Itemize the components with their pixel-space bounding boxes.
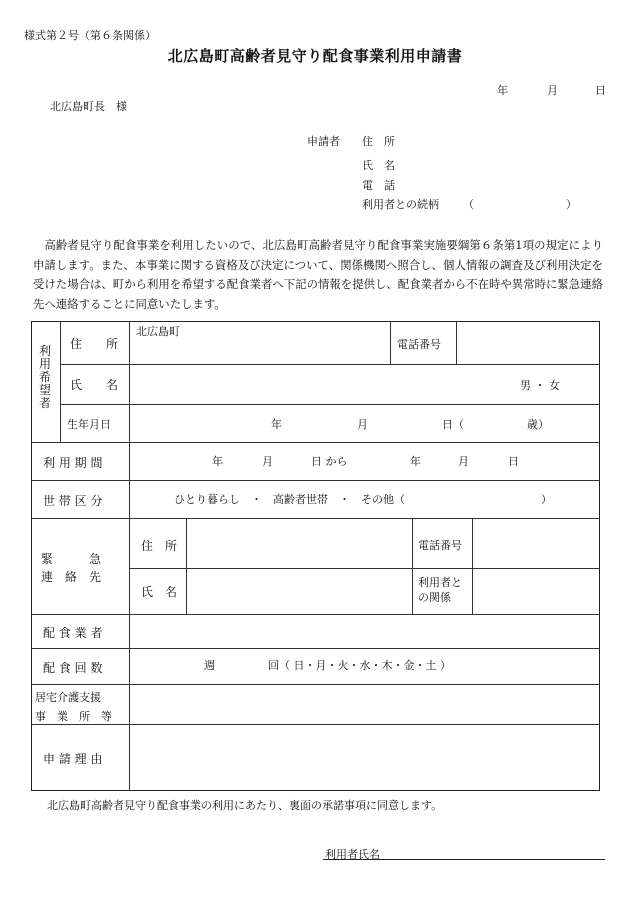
period-end-year: 年: [410, 455, 421, 468]
birth-day: 日（: [442, 418, 464, 431]
period-end-month: 月: [458, 455, 469, 468]
period-start-year: 年: [212, 455, 223, 468]
emergency-phone-label: 電話番号: [418, 539, 462, 552]
emergency-label-1: 緊 急: [41, 552, 102, 566]
emergency-label-2: 連 絡 先: [41, 570, 102, 584]
birth-age: 歳）: [527, 418, 549, 431]
household-label: 世 帯 区 分: [43, 494, 103, 508]
applicant-phone-label: 電 話: [362, 179, 395, 192]
user-phone-label: 電話番号: [397, 338, 441, 351]
applicant-label: 申請者: [307, 135, 340, 148]
applicant-address-label: 住 所: [362, 135, 395, 148]
addressee: 北広島町長 様: [50, 100, 127, 113]
applicant-relation-label: 利用者との続柄: [362, 198, 439, 211]
page-title: 北広島町高齢者見守り配食事業利用申請書: [167, 47, 463, 65]
birthdate-label: 生年月日: [67, 418, 111, 431]
household-options[interactable]: ひとり暮らし ・ 高齢者世帯 ・ その他（: [174, 493, 405, 506]
gender-options[interactable]: 男 ・ 女: [520, 379, 560, 392]
consent-statement: 北広島町高齢者見守り配食事業の利用にあたり、裏面の承諾事項に同意します。: [47, 799, 443, 812]
reason-label: 申 請 理 由: [43, 752, 103, 766]
relation-paren-open: （: [463, 198, 474, 211]
applicant-name-label: 氏 名: [362, 159, 395, 172]
signature-line[interactable]: [323, 859, 605, 860]
user-address-label: 住 所: [70, 337, 119, 351]
form-number: 様式第２号（第６条関係）: [24, 29, 156, 42]
meal-count-label: 配 食 回 数: [43, 661, 103, 675]
household-paren-close: ）: [541, 493, 552, 506]
signature-label: 利用者氏名: [325, 848, 380, 861]
caterer-label: 配 食 業 者: [43, 626, 103, 640]
date-month: 月: [547, 84, 558, 97]
declaration-paragraph: 高齢者見守り配食事業を利用したいので、北広島町高齢者見守り配食事業実施要綱第６条第1項の規定により申請します。また、本事業に関する資格及び決定について、関係機関へ照合し、個人情報の調査及び利用決定を受けた場合は、町から利用を希望する配食業者へ下記の情報を提供し、配食業者から不在時や異常時に緊急連絡先へ連絡することに同意いたします。: [33, 238, 603, 311]
emergency-relation-label: 利用者との関係: [418, 576, 462, 604]
user-address-value[interactable]: 北広島町: [136, 325, 180, 338]
birth-year: 年: [271, 418, 282, 431]
birth-month: 月: [357, 418, 368, 431]
care-office-label-2: 事 業 所 等: [35, 710, 112, 723]
period-start-month: 月: [262, 455, 273, 468]
date-year: 年: [497, 84, 508, 97]
date-day: 日: [595, 84, 606, 97]
user-name-label: 氏 名: [70, 378, 119, 392]
meal-count-days[interactable]: 回（ 日・月・火・水・木・金・土 ）: [268, 659, 451, 672]
user-group-label: 利用希望者: [38, 344, 51, 410]
period-end-day: 日: [508, 455, 519, 468]
period-start-day: 日 から: [311, 455, 348, 468]
relation-paren-close: ）: [566, 198, 577, 211]
meal-count-week: 週: [204, 659, 215, 672]
emergency-name-label: 氏 名: [141, 585, 178, 599]
period-label: 利 用 期 間: [43, 456, 103, 470]
emergency-address-label: 住 所: [141, 539, 178, 553]
care-office-label-1: 居宅介護支援: [35, 691, 101, 704]
